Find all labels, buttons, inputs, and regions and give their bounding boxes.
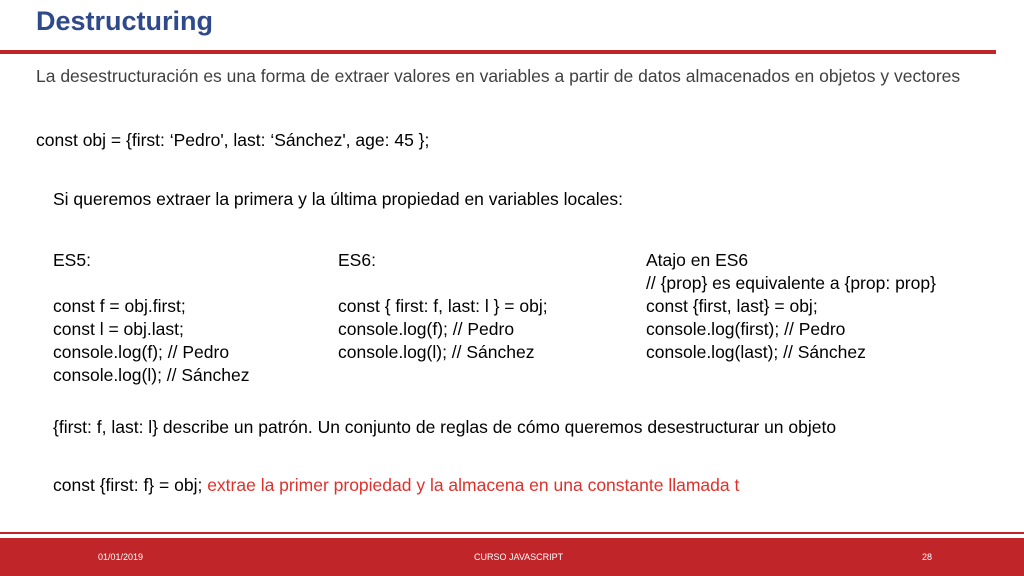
shortcut-code-line: console.log(last); // Sánchez xyxy=(646,342,866,362)
column-es5 xyxy=(53,249,250,387)
es5-code-line: const l = obj.last; xyxy=(53,319,184,339)
es6-code-line: const { first: f, last: l } = obj; xyxy=(338,296,548,316)
es6-blank-line xyxy=(338,272,548,295)
footer-page-number: 28 xyxy=(922,552,933,562)
es5-code-line: console.log(l); // Sánchez xyxy=(53,365,250,385)
column-es6 xyxy=(338,249,548,364)
shortcut-code-line: const {first, last} = obj; xyxy=(646,296,818,316)
shortcut-heading: Atajo en ES6 xyxy=(646,250,749,270)
shortcut-comment: // {prop} es equivalente a {prop: prop} xyxy=(646,273,936,293)
pattern-note: {first: f, last: l} describe un patrón. Un conjunto de reglas de cómo queremos desestructurar un objeto xyxy=(53,417,837,437)
es5-heading: ES5: xyxy=(53,250,91,270)
footer-divider xyxy=(0,532,1024,534)
footer-date: 01/01/2019 xyxy=(98,552,144,562)
es6-heading: ES6: xyxy=(338,250,376,270)
es5-code-line: console.log(f); // Pedro xyxy=(53,342,230,362)
column-es6-shortcut xyxy=(646,249,936,364)
example-code: const {first: f} = obj; xyxy=(53,475,203,495)
question-text: Si queremos extraer la primera y la última propiedad en variables locales: xyxy=(53,189,623,209)
footer-course: CURSO JAVASCRIPT xyxy=(474,552,564,562)
es5-code-line: const f = obj.first; xyxy=(53,296,186,316)
example-note: extrae la primer propiedad y la almacena en una constante llamada t xyxy=(207,475,740,495)
footer-bar xyxy=(0,538,1024,576)
es6-code-line: console.log(l); // Sánchez xyxy=(338,342,535,362)
example-line xyxy=(53,474,739,497)
slide-title: Destructuring xyxy=(36,6,214,36)
es6-code-line: console.log(f); // Pedro xyxy=(338,319,515,339)
shortcut-code-line: console.log(first); // Pedro xyxy=(646,319,846,339)
code-obj-declaration: const obj = {first: ‘Pedro', last: ‘Sánchez', age: 45 }; xyxy=(36,130,430,150)
intro-text: La desestructuración es una forma de extraer valores en variables a partir de datos almacenados en objetos y vectores xyxy=(36,66,961,86)
title-divider xyxy=(0,50,996,54)
es5-blank-line xyxy=(53,272,250,295)
